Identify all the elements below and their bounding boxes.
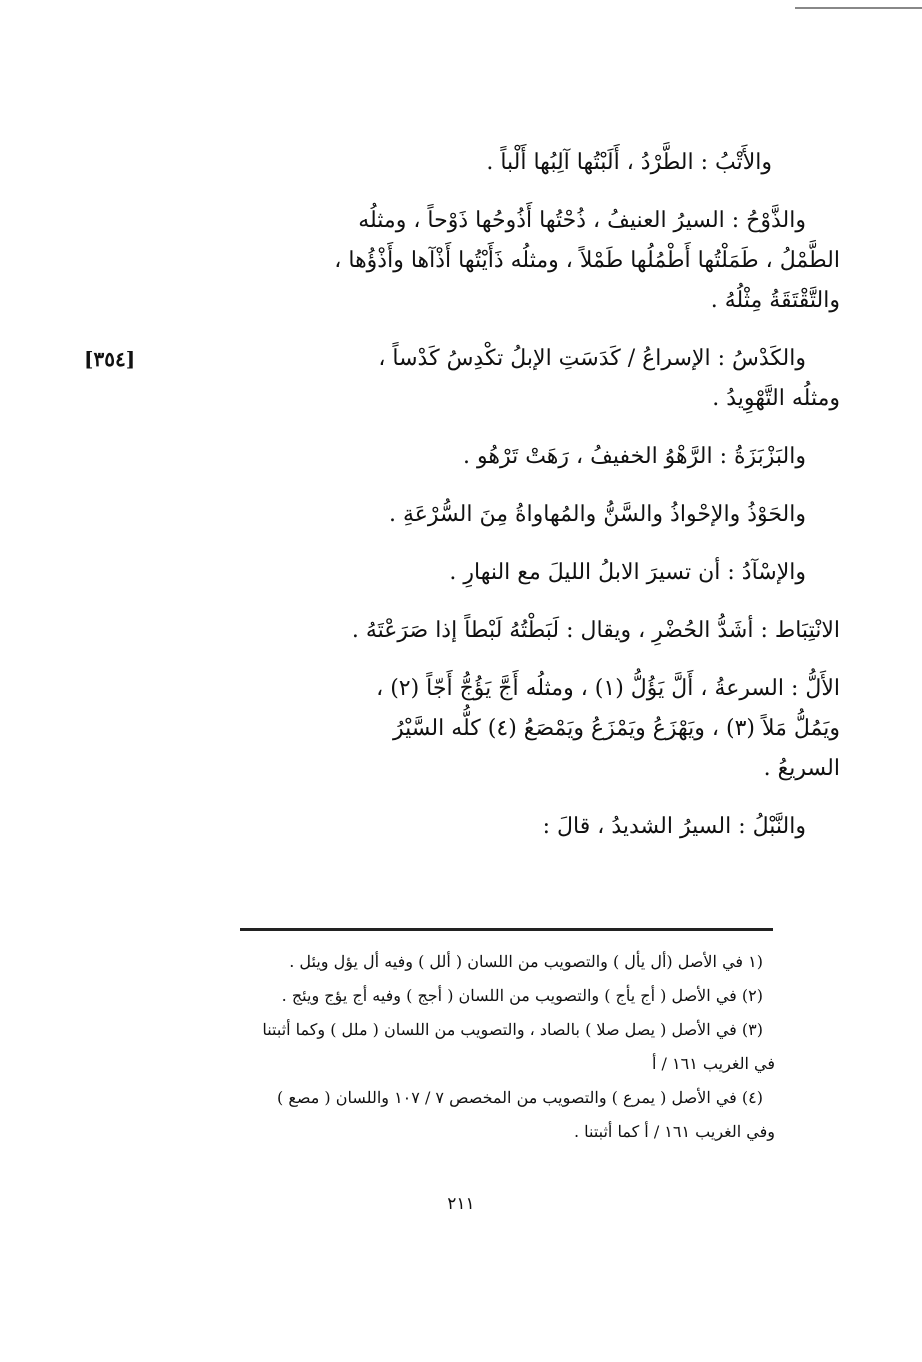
text-line: والتَّقْتَقَةُ مِثْلُهُ . [710, 288, 840, 313]
footnote-line: في الغريب ١٦١ / أ [652, 1054, 775, 1073]
footnotes [150, 945, 775, 1149]
text-line: والأَتْبُ : الطَّرْدُ ، أَلَبْتُها آلِبُها أَلْباً . [486, 150, 772, 175]
text-line [84, 339, 840, 379]
text-line: والذَّوْحُ : السيرُ العنيفُ ، ذُحْتُها أَذُوحُها ذَوْحاً ، ومثلُه [358, 208, 806, 233]
footnote-line: (١ في الأصل (أل يأل ) والتصويب من اللسان ( ألل ) وفيه أل يؤل ويئل . [289, 952, 763, 971]
text-line: ومثلُه التَّهْوِيدُ . [712, 386, 840, 411]
footnote-separator [240, 928, 773, 931]
text-line: ويَمُلُّ مَلاً (٣) ، ويَهْزَعُ ويَمْزَعُ ويَمْصَعُ (٤) كلُّه السَّيْرُ [393, 716, 840, 741]
text-line: والإسْآدُ : أن تسيرَ الابلُ الليلَ مع النهارِ . [449, 560, 806, 585]
main-text [84, 143, 840, 847]
page-number: ٢١١ [447, 1194, 475, 1214]
text-line: الانْتِبَاط : أشَدُّ الحُضْرِ ، ويقال : لَبَطْتُهُ لَبْطاً إذا صَرَعْتَهُ . [351, 618, 840, 643]
footnote-line: (٢) في الأصل ( أج يأج ) والتصويب من اللسان ( أجج ) وفيه أج يؤج ويئج . [281, 986, 763, 1005]
footnote-line: (٣) في الأصل ( يصل صلا ) بالصاد ، والتصويب من اللسان ( ملل ) وكما أثبتنا [262, 1020, 763, 1039]
top-edge-rule [795, 7, 922, 9]
text-line: والبَزْبَزَةُ : الرَّهْوُ الخفيفُ ، رَهَتْ تَرْهُو . [463, 444, 806, 469]
text-line: الأَلُّ : السرعةُ ، أَلَّ يَؤُلُّ (١) ، ومثلُه أَجَّ يَؤُجُّ أَجّاً (٢) ، [376, 676, 840, 701]
marginal-page-reference: [٣٥٤] [84, 347, 136, 371]
text-line: والحَوْذُ والإحْواذُ والسَّنُّ والمُهاواةُ مِنَ السُّرْعَةِ . [388, 502, 806, 527]
footnote-line: (٤) في الأصل ( يمرع ) والتصويب من المخصص ٧ / ١٠٧ واللسان ( مصع ) [277, 1088, 763, 1107]
text-line: الطَّمْلُ ، طَمَلْتُها أَطْمُلُها طَمْلاً ، ومثلُه ذَأَيْتُها أَذْآها وأَذْؤُها ، [334, 248, 840, 273]
text-line: والنَّبْلُ : السيرُ الشديدُ ، قالَ : [542, 814, 806, 839]
text-line-content: والكَدْسُ : الإسراعُ / كَدَسَتِ الإبلُ تكْدِسُ كَدْساً ، [378, 346, 806, 371]
text-line: السريعُ . [763, 756, 840, 781]
footnote-line: وفي الغريب ١٦١ / أ كما أثبتنا . [573, 1122, 775, 1141]
